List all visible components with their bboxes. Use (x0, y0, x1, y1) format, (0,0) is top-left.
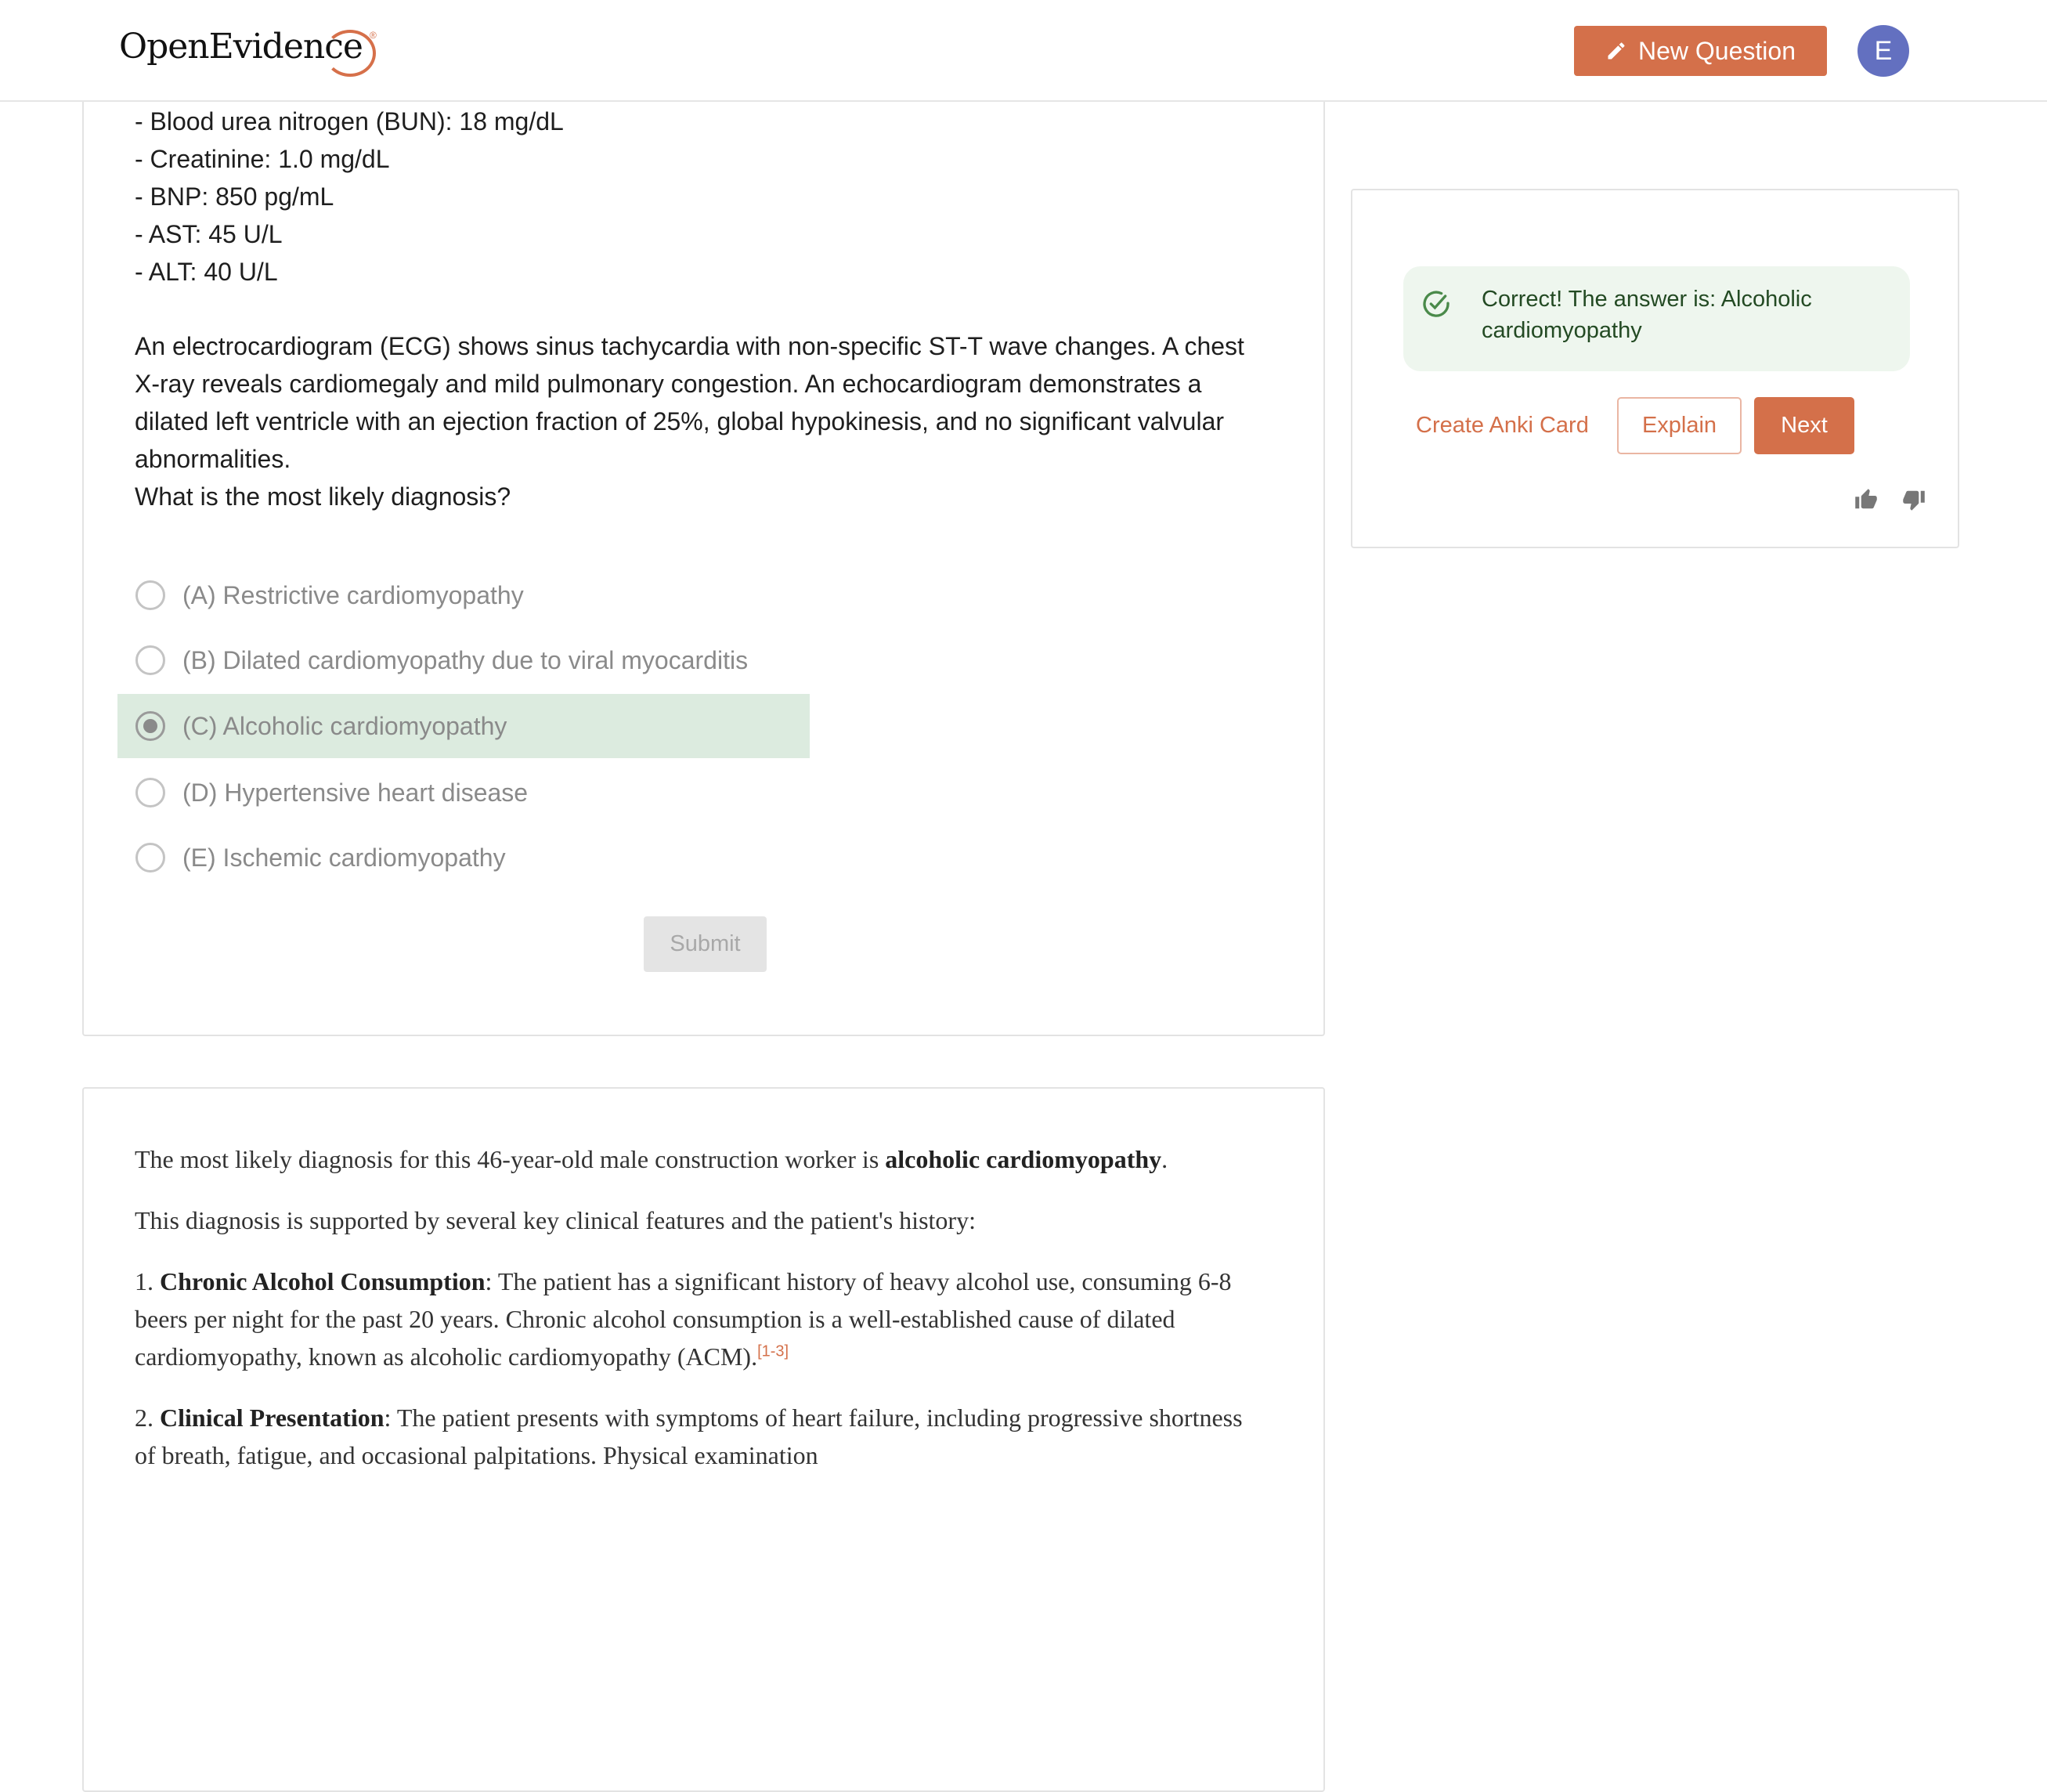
explanation-summary (135, 1140, 1262, 1178)
summary-end: . (1161, 1145, 1168, 1173)
radio-button[interactable] (135, 580, 165, 610)
explanation-point-2 (135, 1399, 1262, 1474)
citation-link[interactable]: [1-3] (757, 1342, 789, 1360)
avatar[interactable]: E (1857, 25, 1909, 77)
radio-button[interactable] (135, 778, 165, 807)
radio-button[interactable] (135, 843, 165, 873)
feedback-card (1351, 189, 1959, 548)
question-stem (135, 327, 1270, 515)
option-b[interactable] (117, 628, 810, 692)
submit-button[interactable]: Submit (644, 916, 767, 972)
point-number: 2. (135, 1404, 160, 1432)
lab-line: - Blood urea nitrogen (BUN): 18 mg/dL (135, 107, 564, 135)
summary-text: The most likely diagnosis for this 46-year-old male construction worker is (135, 1145, 886, 1173)
stem-prompt: What is the most likely diagnosis? (135, 482, 511, 511)
option-d[interactable] (117, 761, 810, 825)
lab-line: - AST: 45 U/L (135, 220, 283, 248)
thumbs-up-icon[interactable] (1854, 488, 1878, 511)
question-card (82, 47, 1325, 1036)
check-circle-icon (1421, 288, 1452, 320)
explanation-card (82, 1087, 1325, 1792)
explanation-point-1 (135, 1263, 1262, 1375)
correct-banner (1403, 266, 1910, 371)
create-anki-card-button[interactable]: Create Anki Card (1416, 413, 1589, 438)
point-text: : The patient has a significant history of heavy alcohol use, consuming 6-8 beers per night for the past 20 years. Chronic alcohol consumption is a well-established cause of dilated cardiomyopathy, known as alcoholic cardiomyopathy (ACM). (135, 1267, 1232, 1371)
next-button[interactable]: Next (1754, 397, 1854, 454)
explain-button[interactable]: Explain (1617, 397, 1742, 454)
logo[interactable]: OpenEvidence (119, 27, 363, 67)
option-a[interactable] (117, 563, 810, 627)
diagnosis-bold: alcoholic cardiomyopathy (885, 1145, 1162, 1173)
logo-ring-icon (324, 30, 376, 77)
option-label: (A) Restrictive cardiomyopathy (182, 580, 524, 609)
lab-line: - Creatinine: 1.0 mg/dL (135, 145, 390, 173)
point-title: Chronic Alcohol Consumption (160, 1267, 486, 1295)
correct-message: Correct! The answer is: Alcoholic cardiomyopathy (1482, 287, 1812, 343)
radio-button-selected[interactable] (135, 711, 165, 741)
registered-icon: ® (370, 30, 377, 41)
pencil-icon (1605, 40, 1627, 62)
top-bar (0, 0, 2047, 102)
option-c[interactable] (117, 694, 810, 758)
option-label: (C) Alcoholic cardiomyopathy (182, 711, 507, 740)
new-question-button[interactable] (1574, 26, 1827, 76)
point-title: Clinical Presentation (160, 1404, 384, 1432)
option-label: (E) Ischemic cardiomyopathy (182, 843, 506, 872)
new-question-label: New Question (1638, 36, 1796, 65)
point-text: : The patient presents with symptoms of heart failure, including progressive shortness of breath, fatigue, and occasional palpitations. Physical examination (135, 1404, 1243, 1469)
stem-paragraph: An electrocardiogram (ECG) shows sinus tachycardia with non-specific ST-T wave changes. A chest X-ray reveals cardiomegaly and mild pulmonary congestion. An echocardiogram demonstrates a dilated left ventricle with an ejection fraction of 25%, global hypokinesis, and no significant valvular abnormalities. (135, 332, 1244, 473)
radio-button[interactable] (135, 645, 165, 675)
option-label: (B) Dilated cardiomyopathy due to viral myocarditis (182, 645, 749, 674)
lab-line: - BNP: 850 pg/mL (135, 182, 334, 211)
lab-line: - ALT: 40 U/L (135, 258, 278, 286)
thumbs-down-icon[interactable] (1902, 488, 1926, 511)
explanation-intro: This diagnosis is supported by several key clinical features and the patient's history: (135, 1206, 976, 1234)
point-number: 1. (135, 1267, 160, 1295)
option-e[interactable] (117, 826, 810, 890)
option-label: (D) Hypertensive heart disease (182, 778, 529, 807)
